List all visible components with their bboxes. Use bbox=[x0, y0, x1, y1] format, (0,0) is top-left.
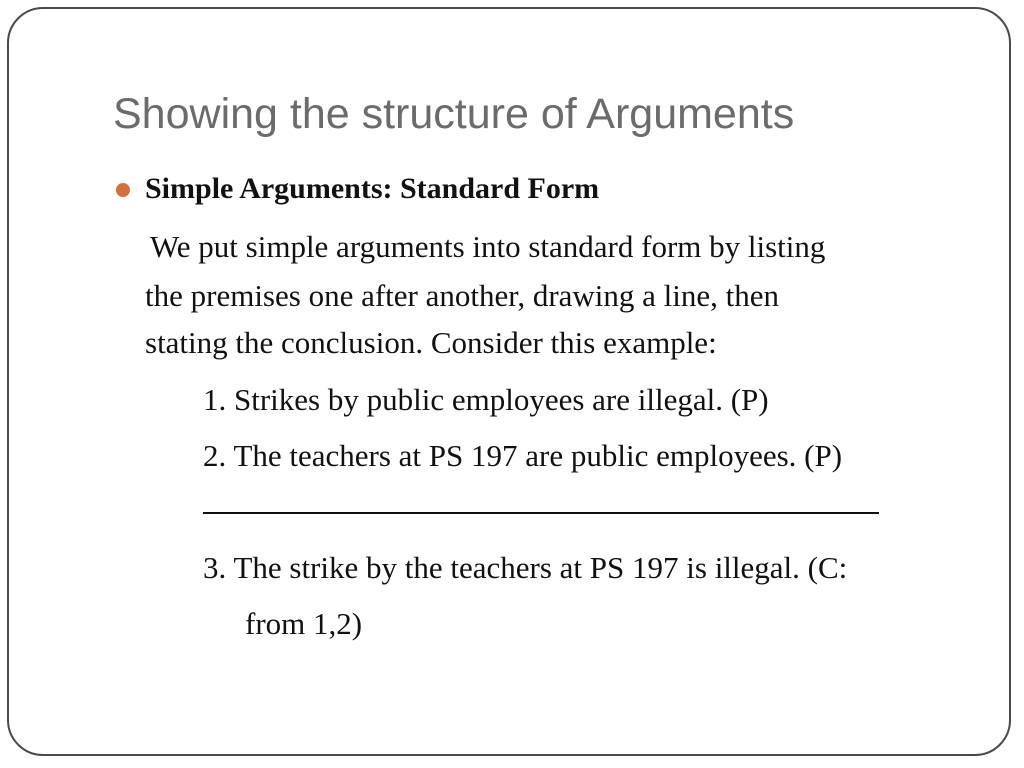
conclusion-line-1: 3. The strike by the teachers at PS 197 is illegal. (C: bbox=[203, 550, 848, 585]
bullet-dot-icon bbox=[116, 183, 130, 197]
paragraph-line-3: stating the conclusion. Consider this example: bbox=[145, 325, 717, 360]
conclusion-line-2: from 1,2) bbox=[245, 606, 363, 641]
premise-1: 1. Strikes by public employees are illegal. (P) bbox=[203, 382, 769, 417]
premise-2: 2. The teachers at PS 197 are public employees. (P) bbox=[203, 438, 843, 473]
paragraph-line-1: We put simple arguments into standard form by listing bbox=[150, 229, 826, 264]
argument-separator-line bbox=[203, 512, 879, 514]
slide-title: Showing the structure of Arguments bbox=[113, 90, 795, 138]
bullet-heading: Simple Arguments: Standard Form bbox=[145, 172, 600, 205]
paragraph-line-2: the premises one after another, drawing a line, then bbox=[145, 278, 780, 313]
